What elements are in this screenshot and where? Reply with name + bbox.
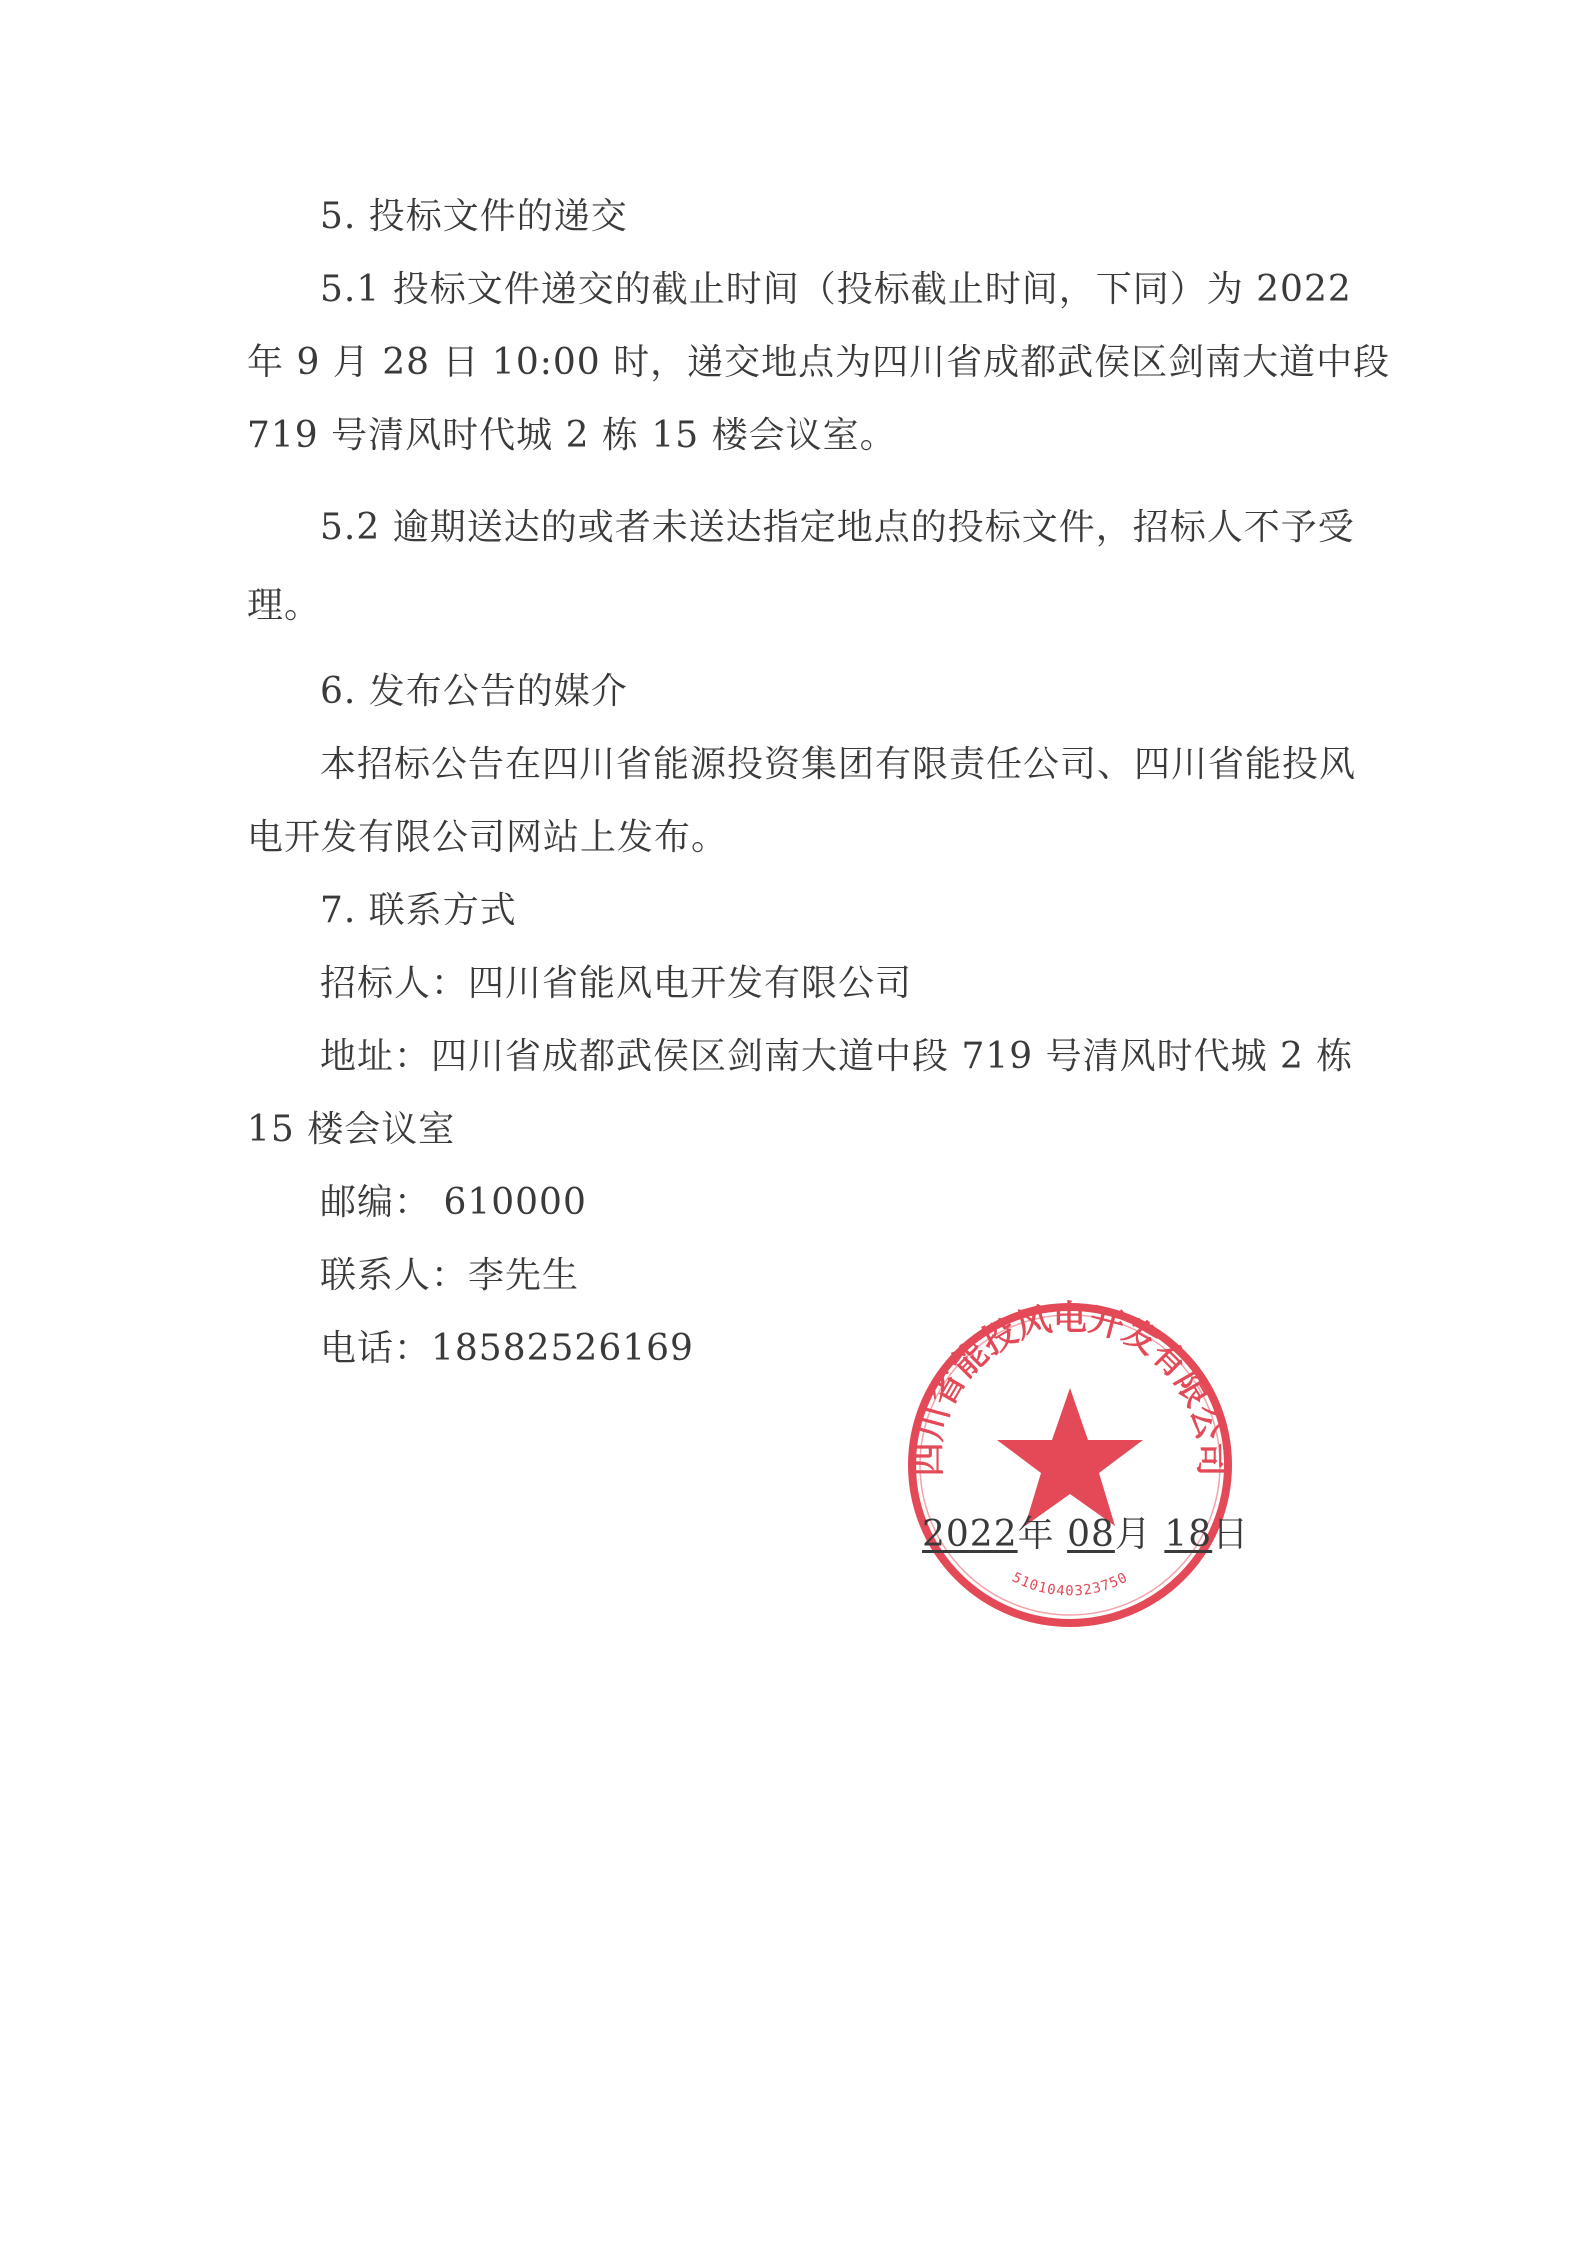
date-year: 2022 [922,1514,1018,1555]
section-6-line-2: 电开发有限公司网站上发布。 [247,817,729,858]
contact-line: 联系人：李先生 [320,1255,580,1296]
tenderer-line: 招标人：四川省能风电开发有限公司 [320,963,913,1004]
section-5-heading: 5. 投标文件的递交 [320,196,628,237]
document-date [922,1512,1249,1558]
date-day: 18 [1164,1514,1213,1555]
section-5-2-line-2: 理。 [247,585,322,626]
seal-code-text: 5101040323750 [1009,1569,1131,1600]
section-5-2-line-1: 5.2 逾期送达的或者未送达指定地点的投标文件，招标人不予受 [320,507,1355,548]
section-5-1-line-2: 年 9 月 28 日 10:00 时，递交地点为四川省成都武侯区剑南大道中段 [247,342,1391,383]
address-line-2: 15 楼会议室 [247,1109,456,1150]
postcode-line: 邮编： 610000 [320,1182,587,1223]
date-month-unit: 月 [1114,1514,1152,1555]
section-5-1-line-3: 719 号清风时代城 2 栋 15 楼会议室。 [247,415,897,456]
phone-line: 电话：18582526169 [320,1328,694,1369]
section-7-heading: 7. 联系方式 [320,890,517,931]
seal-name-text: 四川省能投风电开发有限公司 [908,1298,1232,1477]
section-5-1-line-1: 5.1 投标文件递交的截止时间（投标截止时间，下同）为 2022 [320,269,1352,310]
section-6-line-1: 本招标公告在四川省能源投资集团有限责任公司、四川省能投风 [320,744,1357,785]
section-6-heading: 6. 发布公告的媒介 [320,671,628,712]
date-year-unit: 年 [1017,1514,1055,1555]
address-line-1: 地址：四川省成都武侯区剑南大道中段 719 号清风时代城 2 栋 [320,1036,1354,1077]
date-month: 08 [1067,1514,1115,1555]
company-seal [895,1290,1245,1640]
star-icon [997,1388,1143,1526]
date-day-unit: 日 [1212,1514,1250,1555]
svg-text:5101040323750 [1009,1570,1130,1600]
